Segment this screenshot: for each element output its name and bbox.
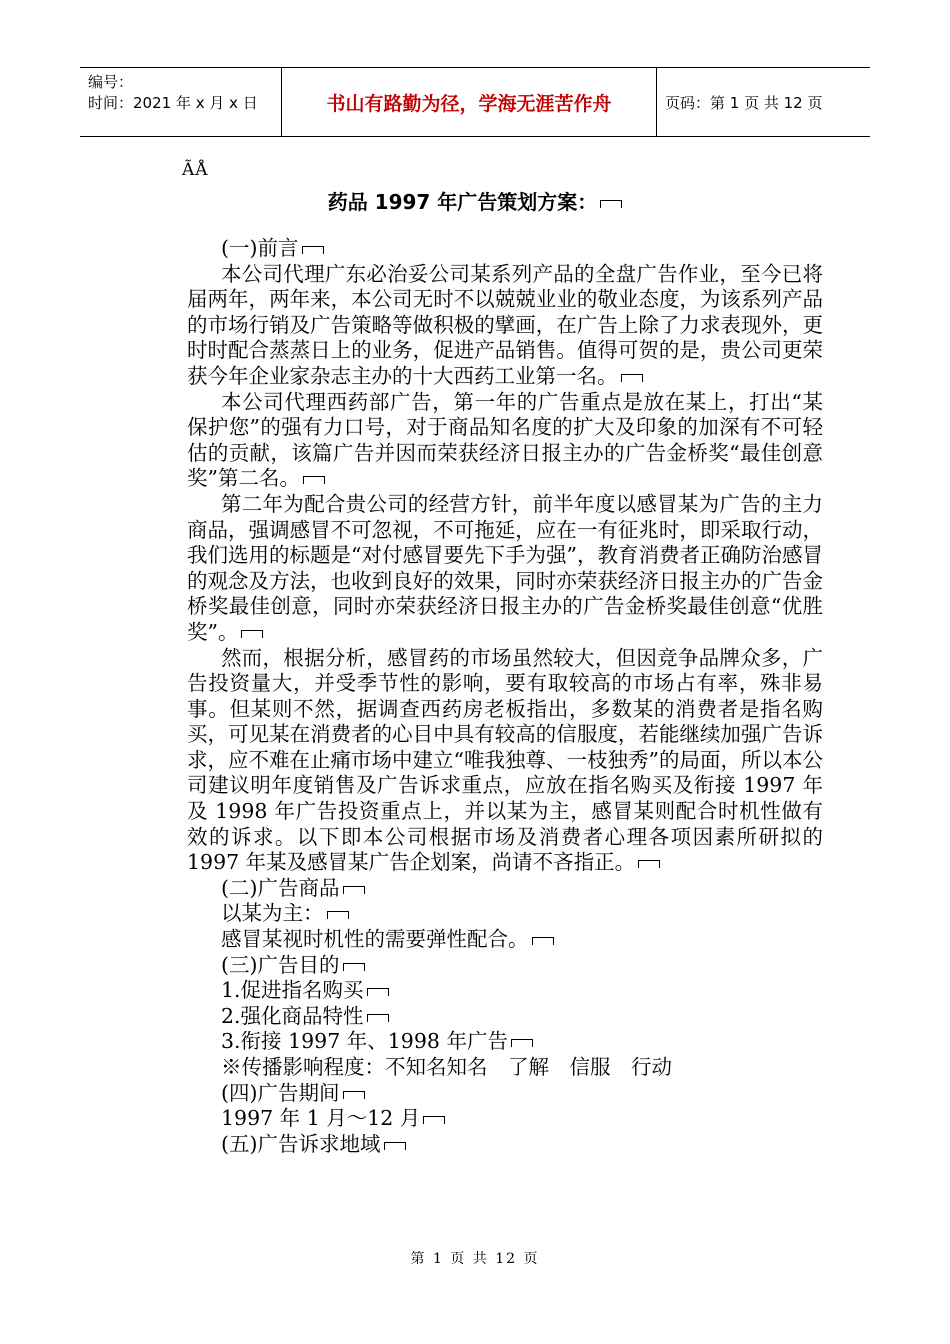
paragraph: 1997 年 1 月～12 月 — [187, 1106, 823, 1132]
paragraph-mark-icon — [511, 1039, 533, 1047]
header-meta-cell — [80, 68, 282, 136]
paragraph-mark-icon — [532, 937, 554, 945]
paragraph-mark-icon — [343, 886, 365, 894]
header-page-info: 页码：第 1 页 共 12 页 — [665, 93, 823, 112]
paragraph: (四)广告期间 — [187, 1081, 823, 1107]
header-table — [80, 67, 870, 137]
paragraph: 以某为主： — [187, 901, 823, 927]
document-title — [0, 186, 950, 215]
paragraph-mark-icon — [367, 1014, 389, 1022]
paragraph: 本公司代理广东必治妥公司某系列产品的全盘广告作业，至今已将届两年，两年来，本公司无时不以兢兢业业的敬业态度，为该系列产品的市场行销及广告策略等做积极的擘画，在广告上除了力求表现外，更时时配合蒸蒸日上的业务，促进产品销售。值得可贺的是，贵公司更荣获今年企业家杂志主办的十大西药工业第一名。 — [187, 261, 823, 388]
paragraph-mark-icon — [303, 476, 325, 484]
paragraph: 3.衔接 1997 年、1998 年广告 — [187, 1029, 823, 1055]
paragraph: 第二年为配合贵公司的经营方针，前半年度以感冒某为广告的主力商品，强调感冒不可忽视，不可拖延，应在一有征兆时，即采取行动，我们选用的标题是“对付感冒要先下手为强”，教育消费者正确防治感冒的观念及方法，也收到良好的效果，同时亦荣获经济日报主办的广告金桥奖最佳创意，同时亦荣获经济日报主办的广告金桥奖最佳创意“优胜奖”。 — [187, 491, 823, 644]
paragraph-mark-icon — [327, 911, 349, 919]
paragraph-mark-icon — [241, 630, 263, 638]
paragraph: 然而，根据分析，感冒药的市场虽然较大，但因竞争品牌众多，广告投资量大，并受季节性的影响，要有取较高的市场占有率，殊非易事。但某则不然，据调查西药房老板指出，多数某的消费者是指名购买，可见某在消费者的心目中具有较高的信服度，若能继续加强广告诉求，应不难在止痛市场中建立“唯我独尊、一枝独秀”的局面，所以本公司建议明年度销售及广告诉求重点，应放在指名购买及衔接 1997 年及 1998 年广告投资重点上，并以某为主，感冒某则配合时机性做有效的诉求。以下即本公司根据市场及消费者心理各项因素所研拟的 1997 年某及感冒某广告企划案，尚请不吝指正。 — [187, 645, 823, 875]
paragraph-mark-icon — [367, 988, 389, 996]
document-title-text: 药品 1997 年广告策划方案： — [327, 190, 598, 214]
paragraph: (二)广告商品 — [187, 876, 823, 902]
garbled-text: ÃÅ — [182, 160, 209, 180]
paragraph-mark-icon — [384, 1142, 406, 1150]
paragraph: 本公司代理西药部广告，第一年的广告重点是放在某上，打出“某保护您”的强有力口号，对于商品知名度的扩大及印象的加深有不可轻估的贡献，该篇广告并因而荣获经济日报主办的广告金桥奖“最佳创意奖”第二名。 — [187, 389, 823, 491]
paragraph-mark-icon — [343, 963, 365, 971]
paragraph: (五)广告诉求地域 — [187, 1132, 823, 1158]
paragraph: ※传播影响程度：不知名知名 了解 信服 行动 — [221, 1055, 672, 1079]
paragraph: (一)前言 — [187, 236, 823, 262]
paragraph: 2.强化商品特性 — [187, 1004, 823, 1030]
paragraph: 1.促进指名购买 — [187, 978, 823, 1004]
page-footer: 第 1 页 共 12 页 — [410, 1251, 540, 1267]
paragraph-mark-icon — [302, 246, 324, 254]
paragraph-mark-icon — [600, 200, 622, 208]
paragraph-mark-icon — [621, 374, 643, 382]
paragraph: (三)广告目的 — [187, 953, 823, 979]
paragraph-mark-icon — [638, 860, 660, 868]
document-number-label: 编号： — [88, 73, 134, 91]
paragraph: 感冒某视时机性的需要弹性配合。 — [187, 927, 823, 953]
document-date: 时间：2021 年 x 月 x 日 — [88, 94, 258, 112]
document-body — [187, 236, 823, 1157]
paragraph-mark-icon — [343, 1091, 365, 1099]
header-motto: 书山有路勤为径，学海无涯苦作舟 — [282, 68, 657, 136]
paragraph-mark-icon — [423, 1116, 445, 1124]
